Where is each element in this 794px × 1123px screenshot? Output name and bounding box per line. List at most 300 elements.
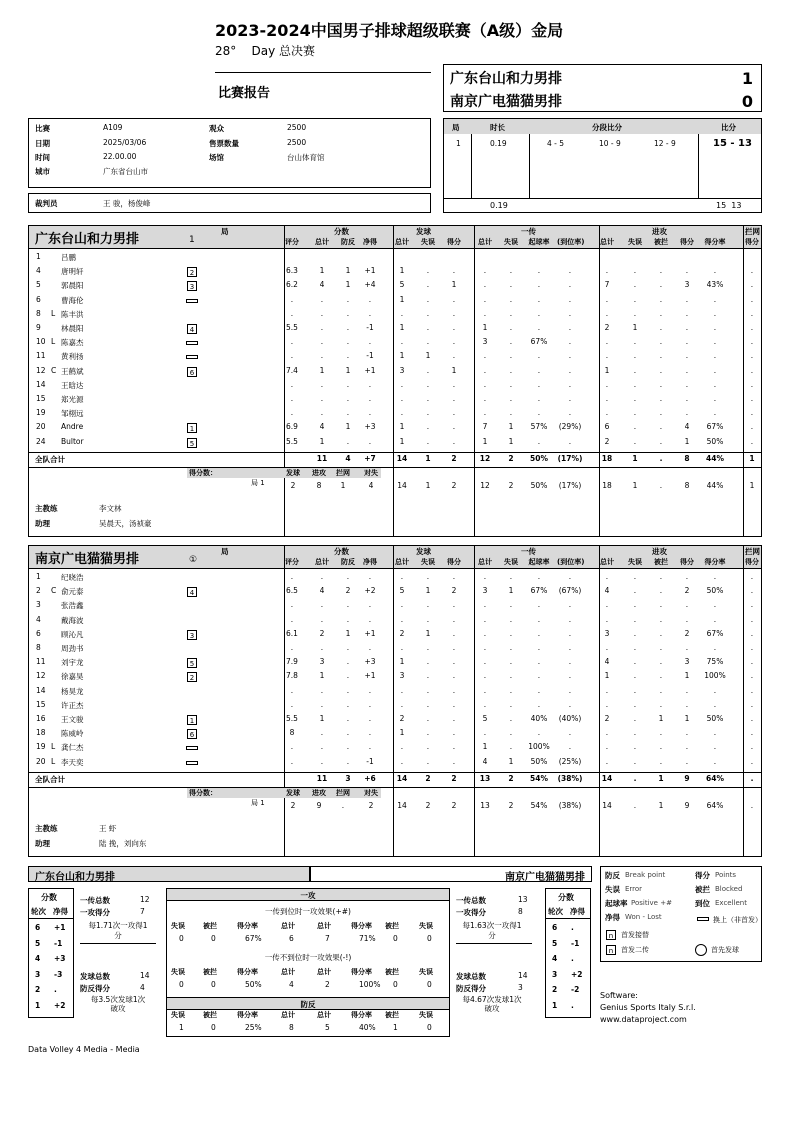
team2-stat-cell: . (713, 643, 717, 652)
team2-stat-cell: . (290, 756, 294, 766)
right-summary (456, 895, 542, 1015)
team2-player-number: 6 (36, 628, 41, 638)
left-bp: 4 (140, 983, 145, 992)
team2-stat-cell: . (659, 685, 663, 695)
team2-stat-cell: . (452, 728, 456, 738)
team1-stat-cell: 3 (482, 337, 488, 347)
team2-stat-cell: . (400, 742, 404, 752)
team2-stats (28, 545, 762, 857)
team1-set-cell: 1 (749, 480, 755, 490)
team1-stat-cell: . (685, 394, 689, 403)
team2-totals-label: 全队合计 (35, 774, 65, 784)
team1-stat-cell: . (483, 280, 487, 290)
team1-stat-cell: . (537, 294, 541, 304)
team2-player-name: 戴海波 (61, 615, 84, 625)
team1-player-role: L (51, 337, 56, 347)
team2-stat-cell: 1 (319, 671, 325, 681)
team1-stat-cell: . (750, 294, 754, 304)
side-out-bad-head: 被拦 (203, 968, 217, 976)
team2-stat-cell: . (537, 671, 541, 681)
team2-stat-cell: . (537, 628, 541, 638)
team2-stat-cell: . (568, 699, 572, 709)
team1-stat-cell: . (483, 365, 487, 375)
side-out-good-value: 0 (427, 934, 432, 943)
team1-stat-cell: 1 (345, 266, 351, 276)
team1-player-number: 4 (36, 266, 41, 276)
team2-stat-cell: . (537, 728, 541, 738)
team2-stat-cell: 67% (530, 586, 548, 596)
team2-stat-cell: . (509, 685, 513, 695)
team2-stat-cell: . (605, 572, 609, 581)
team1-rotation-badge: 1 (187, 423, 197, 433)
team2-stat-cell: . (750, 657, 754, 667)
team2-summary-label: 得分数： (189, 788, 217, 797)
team1-subhead-15: 得分率 (704, 238, 726, 246)
right-serve-ratio: 每4.67次发球1次破攻 (462, 995, 522, 1013)
team1-player-name: 林晨阳 (61, 324, 84, 333)
legend-term: 防反 (605, 871, 620, 880)
team1-stat-cell: . (320, 308, 324, 318)
team2-stat-cell: +2 (364, 586, 376, 596)
team1-stat-cell: . (568, 337, 572, 347)
team2-stat-cell: . (509, 643, 513, 652)
team1-player-name: 邹栩远 (61, 409, 84, 419)
team1-stat-cell: . (346, 394, 350, 403)
team1-stat-cell: . (320, 294, 324, 304)
team2-player-row (29, 643, 761, 657)
team2-sets: 0 (741, 92, 753, 111)
team2-stat-cell: . (633, 671, 637, 681)
team1-stat-cell: . (713, 379, 717, 389)
team2-stat-cell: . (426, 572, 430, 581)
team1-stat-cell: . (400, 408, 404, 418)
team1-subhead-11: 总计 (600, 238, 614, 246)
team1-stat-cell: . (605, 379, 609, 389)
team1-stat-cell: . (537, 408, 541, 418)
team2-player-number: 20 (36, 756, 46, 766)
team1-stat-cell: . (346, 351, 350, 361)
team2-stat-cell: 1 (604, 671, 610, 681)
team2-player-role: C (51, 586, 57, 596)
label-time: 时间 (35, 153, 50, 162)
sets-total-duration: 0.19 (490, 201, 508, 210)
team1-total-cell: 2 (451, 453, 457, 463)
team2-total-cell: 3 (345, 773, 351, 783)
sets-head-partial: 分段比分 (592, 123, 622, 132)
team2-subhead-13: 被拦 (654, 558, 668, 566)
side-out-box (166, 888, 450, 998)
team2-stat-cell: . (605, 600, 609, 610)
team2-stat-cell: 5.5 (286, 714, 298, 723)
team2-stat-cell: . (426, 714, 430, 723)
team2-head-attack: 进攻 (652, 547, 667, 556)
team2-stat-cell: . (320, 643, 324, 652)
team2-stat-cell: 2 (684, 586, 690, 596)
team1-stat-cell: . (426, 379, 430, 389)
team1-stat-cell: . (713, 323, 717, 332)
team1-stat-cell: . (290, 379, 294, 389)
team2-set-cell: 2 (425, 800, 431, 810)
team1-stat-cell: . (509, 323, 513, 332)
team1-sub-in-icon (186, 299, 198, 303)
side-out-bad-value: 0 (393, 980, 398, 989)
team1-stat-cell: . (452, 351, 456, 361)
team2-stat-cell: . (605, 614, 609, 624)
break-point-value: 40% (359, 1023, 376, 1032)
team2-stat-cell: . (320, 614, 324, 624)
team1-name: 广东台山和力男排 (450, 71, 562, 87)
side-out-good-value: 67% (245, 934, 262, 943)
team2-set-cell: 14 (397, 800, 407, 810)
left-rotation-net: +3 (54, 954, 66, 963)
team1-summary-value: 1 (340, 480, 346, 490)
team2-stat-cell: . (537, 685, 541, 695)
team1-stat-cell: 2 (604, 436, 610, 446)
team2-stat-cell: 1 (425, 586, 431, 596)
label-date: 日期 (35, 139, 50, 148)
team1-stat-cell: . (685, 323, 689, 332)
team2-stat-cell: . (290, 643, 294, 652)
team2-stat-cell: . (750, 628, 754, 638)
team1-player-row (29, 266, 761, 280)
team1-stat-cell: . (713, 266, 717, 276)
team2-player-number: 1 (36, 572, 41, 581)
team1-player-row (29, 295, 761, 309)
team2-stat-cell: . (568, 742, 572, 752)
team1-stat-cell: . (633, 351, 637, 361)
team2-stat-cell: . (346, 572, 350, 581)
team2-total-cell: 2 (425, 773, 431, 783)
team1-summary-label: 得分数： (189, 468, 217, 477)
team1-subhead-13: 被拦 (654, 238, 668, 246)
team2-player-name: 龚仁杰 (61, 743, 84, 753)
left-rotation-net: +2 (54, 1000, 66, 1010)
team2-stat-cell: 2 (399, 628, 405, 638)
team1-stat-cell: . (346, 294, 350, 304)
team1-stat-cell: . (633, 294, 637, 304)
team2-stat-cell: 50% (706, 586, 724, 596)
team1-stat-cell: . (713, 394, 717, 403)
left-serve-total-label: 发球总数 (80, 972, 110, 981)
team1-stat-cell: . (685, 266, 689, 276)
team1-total-cell: 44% (706, 453, 724, 463)
team2-summary-head: 对失 (364, 788, 378, 797)
team2-set-cell: 14 (602, 800, 612, 810)
break-point-head: 得分率 (351, 1011, 372, 1019)
first-serve-icon: n (606, 930, 616, 940)
team1-stat-cell: 1 (319, 266, 325, 276)
team2-head-serve: 发球 (416, 547, 431, 556)
report-subtitle: 28° Day 总决赛 (215, 44, 316, 58)
team1-stat-cell: . (452, 337, 456, 347)
team1-assistant-label: 助理 (35, 518, 50, 528)
team2-stat-cell: 100% (528, 742, 550, 752)
team1-head-serve: 发球 (416, 227, 431, 236)
team1-stat-cell: 1 (399, 323, 405, 332)
team2-player-row (29, 686, 761, 700)
team2-stat-cell: . (452, 714, 456, 723)
team2-stat-cell: . (483, 699, 487, 709)
team2-stat-cell: . (750, 671, 754, 681)
team2-stat-cell: . (568, 600, 572, 610)
report-title: 2023-2024中国男子排球超级联赛（A级）金局 (215, 21, 564, 40)
legend-desc: Error (625, 885, 643, 893)
value-spectators: 2500 (287, 123, 307, 132)
set-1-duration: 0.19 (490, 139, 507, 148)
team1-player-number: 12 (36, 365, 46, 375)
team1-stat-cell: . (685, 365, 689, 375)
team1-player-number: 6 (36, 294, 41, 304)
team2-stat-cell: . (750, 586, 754, 596)
left-points-title: 分数 (41, 893, 57, 902)
team2-stat-cell: . (509, 671, 513, 681)
break-point-head: 失误 (171, 1011, 185, 1019)
team1-set-cell: 1 (632, 480, 638, 490)
set-1-partial-1: 4 - 5 (547, 139, 565, 148)
team2-stat-cell: . (605, 685, 609, 695)
right-rot-label: 轮次 (548, 907, 563, 916)
side-out-sub2: 一传不到位时一攻效果(-!) (264, 953, 352, 962)
team2-stat-cell: (67%) (558, 586, 582, 596)
team1-subhead-7: 总计 (478, 238, 492, 246)
team1-stat-cell: . (750, 436, 754, 446)
team2-total-cell: 13 (479, 773, 491, 783)
team2-stat-cell: . (605, 699, 609, 709)
team1-coach-name: 李文林 (99, 503, 122, 513)
team2-set-cell: 64% (706, 800, 724, 810)
legend-desc: Blocked (715, 885, 743, 893)
team1-stat-cell: 1 (319, 365, 325, 375)
team1-subhead-1: 总计 (315, 238, 329, 246)
team1-rotation-badge: 2 (187, 267, 197, 277)
team2-summary-value: 9 (316, 800, 322, 810)
break-point-box (166, 997, 450, 1037)
team1-stat-cell: . (750, 379, 754, 389)
team1-player-row (29, 408, 761, 422)
team2-stat-cell: . (320, 742, 324, 752)
left-rotation-number: 4 (35, 954, 41, 963)
team1-subhead-14: 得分 (680, 238, 694, 246)
team2-stat-cell: . (633, 742, 637, 752)
team1-stat-cell: 1 (399, 351, 405, 361)
team1-stat-cell: . (509, 351, 513, 361)
set-1-number: 1 (456, 139, 461, 148)
team2-stat-cell: . (750, 600, 754, 610)
break-point-value: 25% (245, 1023, 262, 1032)
team1-coach-label: 主教练 (35, 503, 58, 513)
team1-stat-cell: . (346, 379, 350, 389)
team2-stat-cell: . (713, 728, 717, 738)
team1-stat-cell: 5.5 (286, 436, 298, 446)
team1-subhead-16: 得分 (745, 238, 759, 246)
label-city: 城市 (35, 167, 50, 176)
team2-player-number: 11 (36, 657, 46, 667)
left-bp-label: 防反得分 (80, 984, 110, 993)
team2-subhead-12: 失误 (628, 558, 642, 566)
team1-stat-cell: . (537, 436, 541, 446)
team2-stat-cell: . (426, 671, 430, 681)
left-rotation-number: 1 (35, 1000, 41, 1010)
team2-head-set: 局 (221, 547, 229, 556)
team2-stat-cell: . (509, 742, 513, 752)
team2-set-cell: (38%) (558, 800, 582, 810)
team1-set-cell: 1 (425, 480, 431, 490)
team1-stat-cell: . (750, 351, 754, 361)
left-rotation-net: . (54, 985, 57, 994)
team2-stat-cell: . (713, 756, 717, 766)
left-recv-total: 12 (140, 895, 150, 904)
team2-stat-cell: 75% (706, 657, 724, 667)
team1-stat-cell: . (537, 280, 541, 290)
team1-stat-cell: . (685, 294, 689, 304)
break-point-head: 总计 (281, 1011, 295, 1019)
team1-stat-cell: 1 (345, 280, 351, 290)
team1-stat-cell: 1 (451, 365, 457, 375)
team1-summary-head: 拦网 (336, 468, 350, 477)
team1-player-name: 吕鹏 (61, 253, 76, 262)
team2-stat-cell: . (713, 572, 717, 581)
team2-stat-cell: . (605, 742, 609, 752)
team1-player-number: 24 (36, 436, 46, 446)
team2-stat-cell: 4 (482, 756, 488, 766)
sets-table (443, 118, 762, 213)
team2-stat-cell: . (659, 756, 663, 766)
team1-stat-cell: . (509, 365, 513, 375)
team2-stat-cell: . (368, 643, 372, 652)
bottom-team-left: 广东台山和力男排 (35, 872, 115, 883)
team2-sub-in-icon (186, 761, 198, 765)
team2-stat-cell: . (509, 728, 513, 738)
team1-stat-cell: . (426, 323, 430, 332)
bottom-left-team-bar (28, 866, 310, 882)
team1-stat-cell: . (483, 408, 487, 418)
team2-stat-cell: . (400, 600, 404, 610)
side-out-good-head: 总计 (317, 922, 331, 930)
team2-rotation-badge: 1 (187, 715, 197, 725)
team2-stat-cell: 1 (399, 657, 405, 667)
team1-stat-cell: . (659, 280, 663, 290)
team1-stat-cell: . (368, 294, 372, 304)
team2-stat-cell: . (368, 742, 372, 752)
team2-stat-cell: . (346, 756, 350, 766)
team2-stat-cell: . (633, 586, 637, 596)
team1-stat-cell: 6.9 (286, 422, 298, 432)
right-rotation-number: 1 (552, 1000, 558, 1010)
team2-stat-cell: . (633, 572, 637, 581)
team2-player-role: L (51, 756, 56, 766)
team2-stat-cell: . (483, 628, 487, 638)
right-rotation-net: . (571, 1000, 574, 1010)
team1-stat-cell: +1 (364, 365, 376, 375)
team1-stat-cell: . (509, 266, 513, 276)
team1-stat-cell: . (320, 394, 324, 403)
team1-head-points: 分数 (334, 227, 349, 236)
team1-player-row (29, 437, 761, 451)
team1-totals-label: 全队合计 (35, 454, 65, 464)
team1-subhead-2: 防反 (341, 238, 355, 246)
break-point-title: 防反 (300, 1000, 316, 1009)
value-city: 广东省台山市 (103, 167, 148, 176)
legend-desc: Excellent (715, 899, 747, 907)
team2-total-cell: (38%) (557, 773, 583, 783)
team1-player-number: 19 (36, 408, 46, 418)
team1-subhead-10: (到位率) (557, 238, 585, 246)
legend-box (600, 866, 762, 962)
team1-head-attack: 进攻 (652, 227, 667, 236)
team1-sub-in-icon (186, 341, 198, 345)
team1-subhead-5: 失误 (421, 238, 435, 246)
team2-player-name: 周劲书 (61, 644, 84, 653)
team2-stat-cell: 6.5 (286, 586, 298, 596)
team1-stat-cell: . (368, 379, 372, 389)
left-side-out-label: 一攻得分 (80, 908, 110, 917)
team1-set-cell: (17%) (558, 480, 582, 490)
team2-stat-cell: 1 (684, 671, 690, 681)
team1-stat-cell: 3 (399, 365, 405, 375)
team2-stat-cell: . (483, 600, 487, 610)
team2-stat-cell: +1 (364, 671, 376, 681)
team2-player-row (29, 757, 761, 771)
team1-player-name: 陈丰洪 (61, 309, 84, 319)
team2-stat-cell: . (568, 671, 572, 681)
team2-player-number: 19 (36, 742, 46, 752)
team2-stat-cell: . (290, 685, 294, 695)
team1-set-cell: 8 (684, 480, 690, 490)
team1-subhead-12: 失误 (628, 238, 642, 246)
team1-summary-value: 4 (368, 480, 374, 490)
team2-stat-cell: 2 (319, 628, 325, 638)
team2-stat-cell: . (713, 685, 717, 695)
team1-stat-cell: . (509, 394, 513, 403)
team2-stat-cell: 40% (530, 714, 548, 723)
team1-stat-cell: . (605, 308, 609, 318)
team1-stat-cell: . (713, 337, 717, 347)
team2-total-cell: 11 (316, 773, 328, 783)
left-rotation-net: +1 (54, 923, 66, 932)
left-rot-label: 轮次 (31, 907, 46, 916)
team1-player-name: 曹海伦 (61, 295, 84, 305)
team2-summary-set-label: 局 1 (251, 798, 265, 807)
referees (28, 193, 431, 213)
team2-player-name: 刘宇龙 (61, 658, 84, 668)
team1-stat-cell: . (452, 266, 456, 276)
team1-stat-cell: 7.4 (286, 365, 298, 375)
team2-stat-cell: . (568, 685, 572, 695)
team2-stat-cell: . (685, 728, 689, 738)
team1-player-row (29, 252, 761, 266)
team1-stat-cell: 1 (508, 422, 514, 432)
team1-set-cell: 14 (397, 480, 407, 490)
side-out-bad-value: 4 (289, 980, 294, 989)
team1-stat-cell: . (633, 422, 637, 432)
team1-total-cell: 2 (508, 453, 514, 463)
team2-set-cell: 54% (530, 800, 548, 810)
team1-stat-cell: 1 (451, 280, 457, 290)
team1-stat-cell: 1 (425, 351, 431, 361)
team2-stat-cell: . (426, 742, 430, 752)
team1-stat-cell: 7 (604, 280, 610, 290)
team1-set-cell: 18 (602, 480, 612, 490)
team2-stat-cell: . (633, 614, 637, 624)
team2-stat-cell: . (750, 614, 754, 624)
team1-stat-cell: . (750, 323, 754, 332)
team1-subhead-0: 评分 (285, 238, 299, 246)
team1-player-name: 王鹤斌 (61, 366, 84, 376)
team1-stat-cell: 4 (319, 422, 325, 432)
team2-stat-cell: . (400, 572, 404, 581)
team1-summary-value: 8 (316, 480, 322, 490)
team2-stat-cell: . (633, 756, 637, 766)
